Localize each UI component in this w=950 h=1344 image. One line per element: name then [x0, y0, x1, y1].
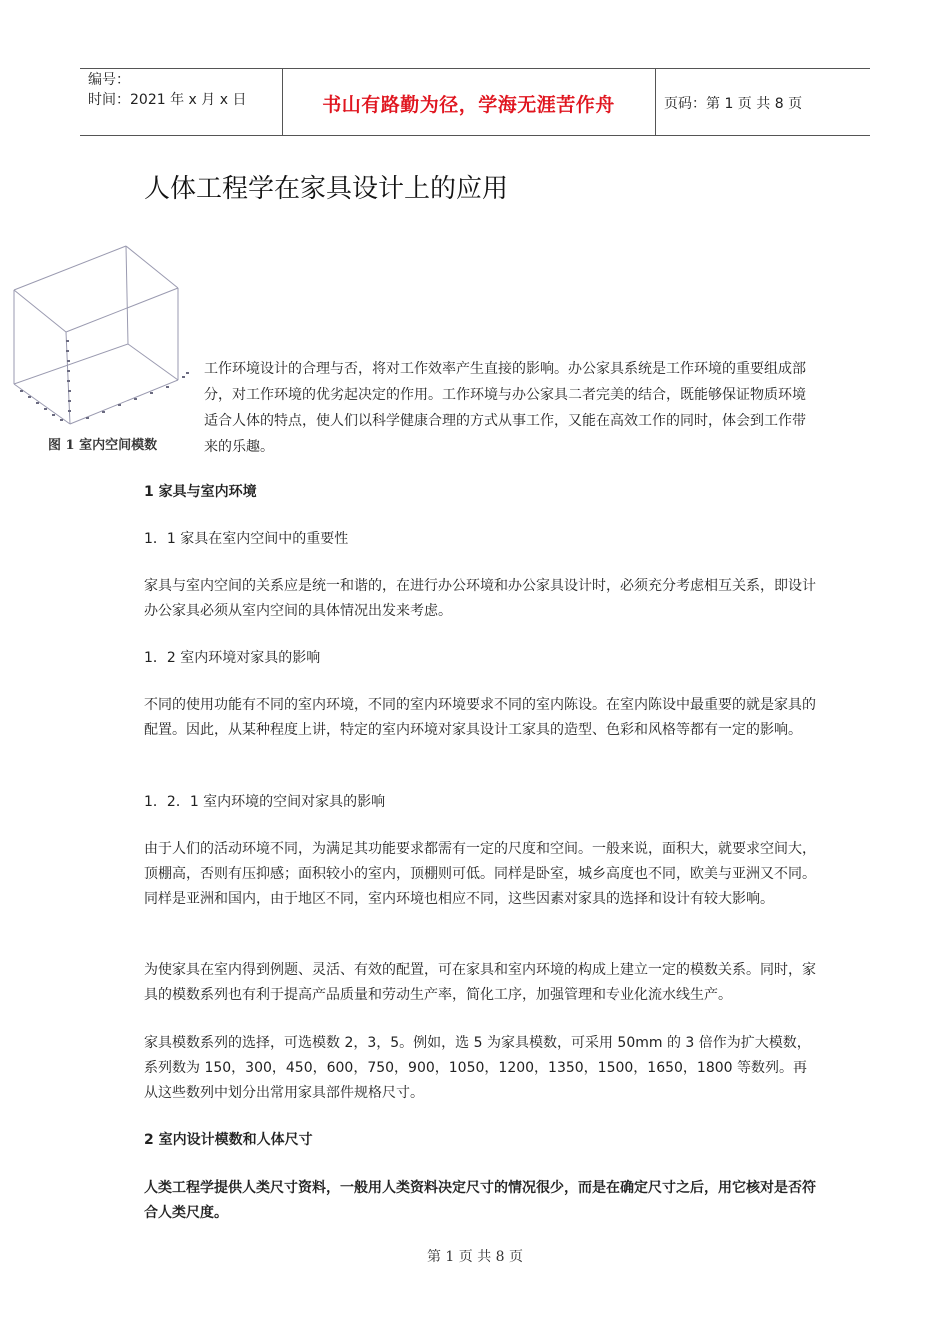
- time-label: 时间：2021 年 x 月 x 日: [88, 92, 247, 108]
- subsection-heading-1-2: 1．2 室内环境对家具的影响: [144, 650, 321, 666]
- paragraph-1: 家具与室内空间的关系应是统一和谐的，在进行办公环境和办公家具设计时，必须充分考虑相互关系，即设计办公家具必须从室内空间的具体情况出发来考虑。: [144, 578, 816, 619]
- page-info: 页码：第 1 页 共 8 页: [664, 96, 803, 112]
- header-divider-right: [655, 68, 656, 136]
- paragraph-6: 人类工程学提供人类尺寸资料，一般用人类资料决定尺寸的情况很少，而是在确定尺寸之后，用它核对是否符合人类尺度。: [144, 1180, 816, 1221]
- intro-paragraph: 工作环境设计的合理与否，将对工作效率产生直接的影响。办公家具系统是工作环境的重要组成部分，对工作环境的优劣起决定的作用。工作环境与办公家具二者完美的结合，既能够保证物质环境适合人体的特点，使人们以科学健康合理的方式从事工作，又能在高效工作的同时，体会到工作带来的乐趣。: [204, 361, 806, 455]
- section-heading-2: 2 室内设计模数和人体尺寸: [144, 1132, 313, 1148]
- figure-caption: 图 1 室内空间模数: [48, 438, 158, 453]
- paragraph-3: 由于人们的活动环境不同，为满足其功能要求都需有一定的尺度和空间。一般来说，面积大，就要求空间大，顶棚高，否则有压抑感；面积较小的室内，顶棚则可低。同样是卧室，城乡高度也不同，欧美与亚洲又不同。同样是亚洲和国内，由于地区不同，室内环境也相应不同，这些因素对家具的选择和设计有较大影响。: [144, 841, 816, 907]
- header-motto: 书山有路勤为径，学海无涯苦作舟: [322, 94, 615, 116]
- document-title: 人体工程学在家具设计上的应用: [144, 174, 509, 204]
- header-meta: [88, 70, 246, 110]
- paragraph-4: 为使家具在室内得到例题、灵活、有效的配置，可在家具和室内环境的构成上建立一定的模数关系。同时，家具的模数系列也有利于提高产品质量和劳动生产率，简化工序，加强管理和专业化流水线生产。: [144, 962, 816, 1003]
- subsection-heading-1-1: 1．1 家具在室内空间中的重要性: [144, 531, 349, 547]
- page-footer: 第 1 页 共 8 页: [426, 1249, 524, 1265]
- paragraph-2: 不同的使用功能有不同的室内环境，不同的室内环境要求不同的室内陈设。在室内陈设中最重要的就是家具的配置。因此，从某种程度上讲，特定的室内环境对家具设计工家具的造型、色彩和风格等都有一定的影响。: [144, 697, 816, 738]
- paragraph-5: 家具模数系列的选择，可选模数 2，3，5。例如，选 5 为家具模数，可采用 50mm 的 3 倍作为扩大模数，系列数为 150，300，450，600，750，900，1050，1200，1350，1500，1650，1800 等数列。再从这些数列中划分出常用家具部件规格尺寸。: [144, 1035, 811, 1101]
- header-bottom-rule: [80, 135, 870, 136]
- subsection-heading-1-2-1: 1．2．1 室内环境的空间对家具的影响: [144, 794, 386, 810]
- number-label: 编号：: [88, 72, 130, 88]
- section-heading-1: 1 家具与室内环境: [144, 484, 257, 500]
- header-top-rule: [80, 68, 870, 69]
- room-module-figure: [6, 238, 206, 456]
